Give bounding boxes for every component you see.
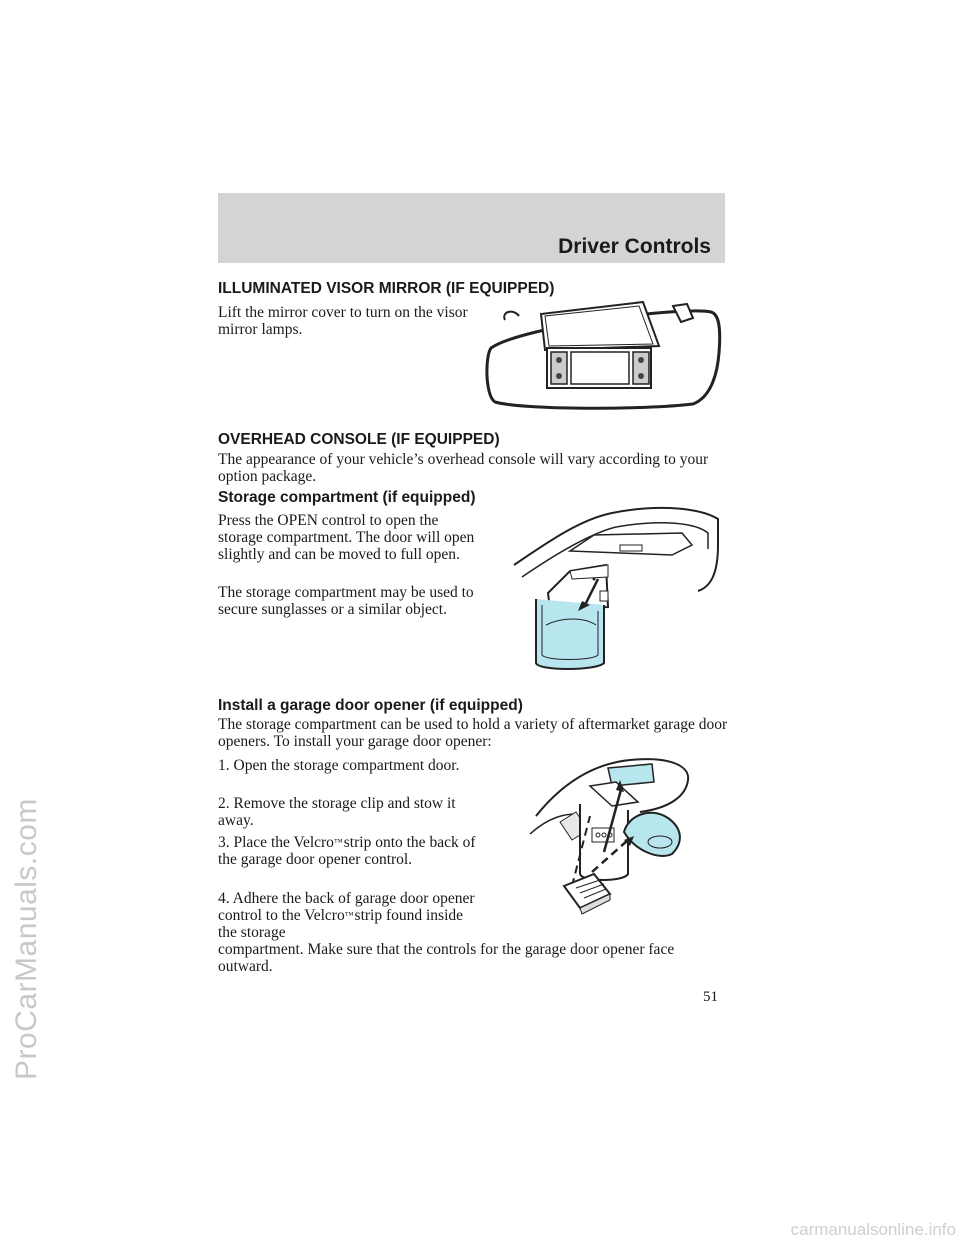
garage-intro: The storage compartment can be used to hold a variety of aftermarket garage door openers. To install your garage door opener:: [218, 716, 728, 750]
garage-step-4: [218, 890, 478, 941]
trademark-symbol: ™: [333, 837, 343, 847]
storage-para-1: Press the OPEN control to open the storage compartment. The door will open slightly and can be moved to full open.: [218, 512, 475, 563]
garage-step-3-text-b: strip onto the back of the garage door opener control.: [218, 834, 476, 868]
visor-mirror-illustration: [483, 298, 723, 412]
garage-step-4-continued: compartment. Make sure that the controls for the garage door opener face outward.: [218, 941, 675, 975]
bottom-watermark: carmanualsonline.info: [790, 1220, 956, 1239]
section-header-band: [218, 193, 725, 263]
visor-body: Lift the mirror cover to turn on the visor mirror lamps.: [218, 304, 468, 338]
garage-step-1: 1. Open the storage compartment door.: [218, 757, 460, 774]
garage-step-2: 2. Remove the storage clip and stow it away.: [218, 795, 456, 829]
page-number: 51: [703, 989, 718, 1005]
storage-para-2: The storage compartment may be used to secure sunglasses or a similar object.: [218, 584, 474, 618]
garage-step-3-text-a: 3. Place the Velcro: [218, 834, 334, 851]
trademark-symbol: ™: [344, 910, 354, 920]
storage-compartment-illustration: [512, 505, 724, 675]
side-watermark: ProCarManuals.com: [10, 798, 43, 1080]
storage-heading: Storage compartment (if equipped): [218, 489, 476, 506]
garage-opener-illustration: [520, 756, 698, 922]
garage-heading: Install a garage door opener (if equipped): [218, 697, 523, 714]
garage-step-4-text-b: strip found inside the storage: [218, 907, 464, 941]
garage-step-3: [218, 834, 478, 868]
garage-step-4-text-a: 4. Adhere the back of garage door opener control to the Velcro: [218, 890, 475, 924]
visor-heading: ILLUMINATED VISOR MIRROR (IF EQUIPPED): [218, 280, 555, 297]
section-title: Driver Controls: [558, 235, 711, 258]
console-heading: OVERHEAD CONSOLE (IF EQUIPPED): [218, 431, 500, 448]
console-body: The appearance of your vehicle’s overhead console will vary according to your option package.: [218, 451, 709, 485]
